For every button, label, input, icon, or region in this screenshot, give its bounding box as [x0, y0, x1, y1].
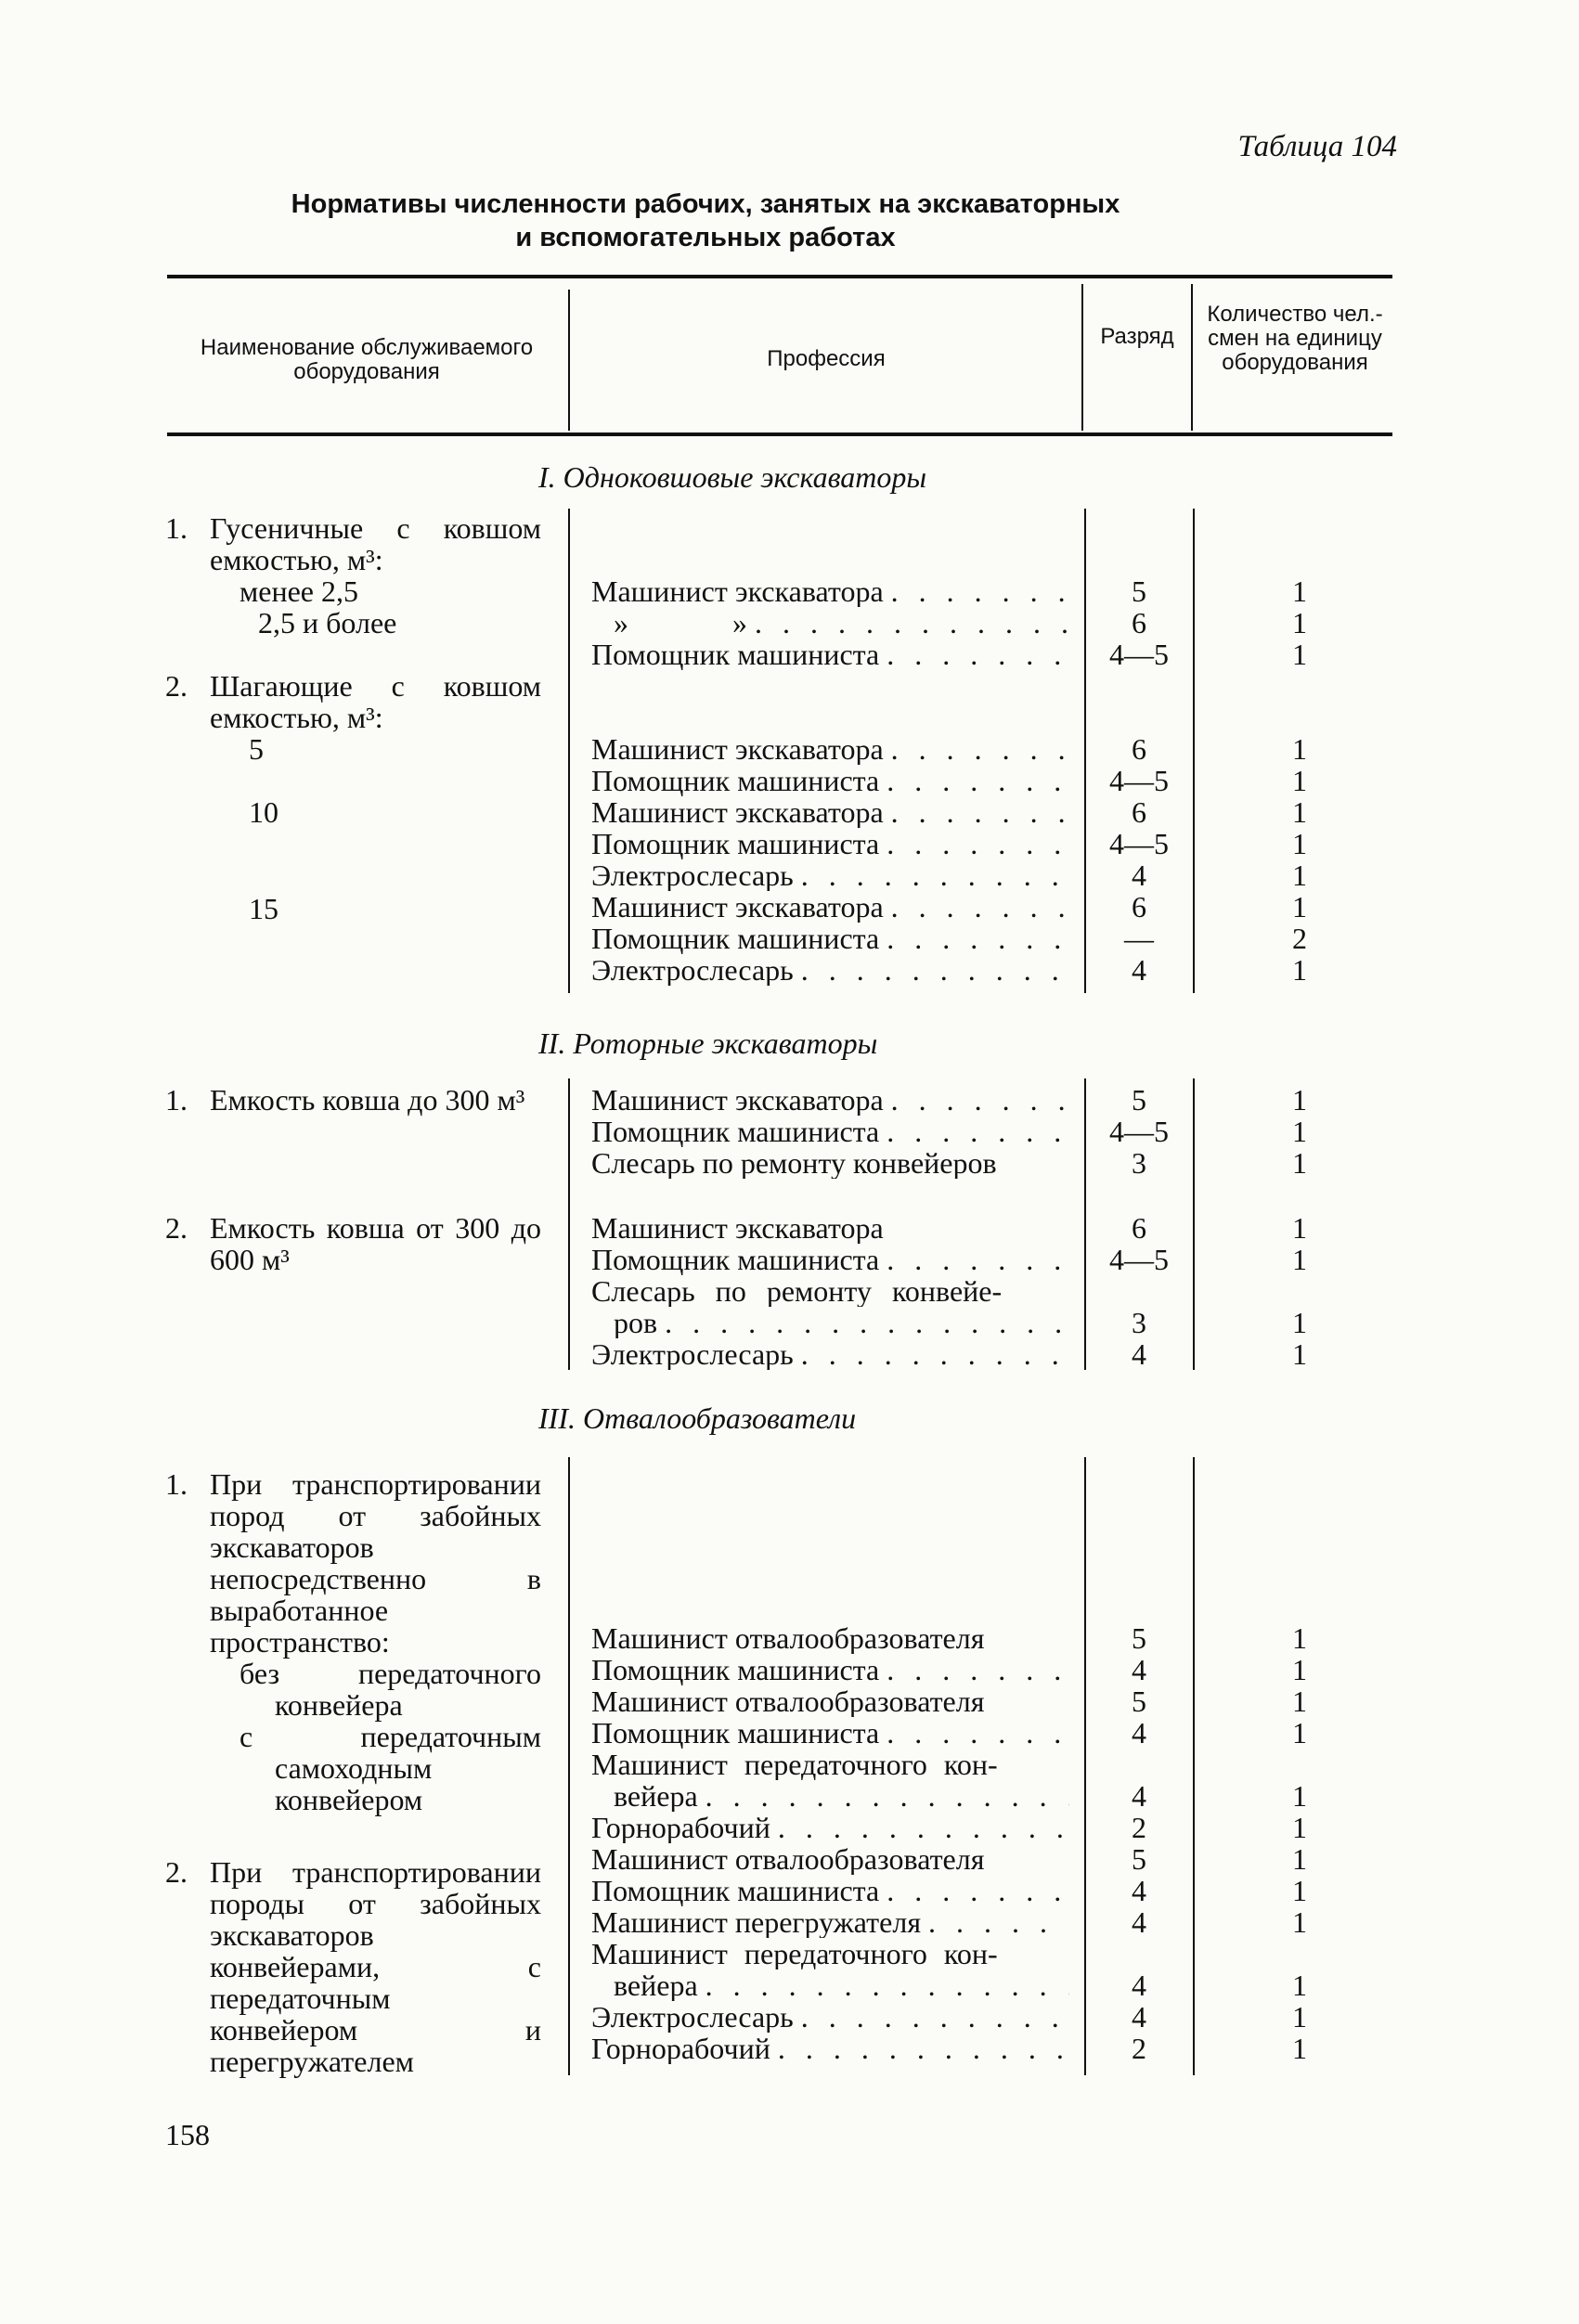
header-bottom-rule [167, 433, 1392, 436]
profession-row: Машинист передаточного кон- [591, 1749, 998, 1780]
equipment-sub: 5 [249, 732, 264, 766]
profession-row: » » . . . [591, 607, 1069, 639]
profession-row: Электрослесарь . . . [591, 859, 1069, 891]
profession-row: Машинист отвалообразователя [591, 1622, 985, 1654]
s2-divider-1 [568, 1078, 570, 1370]
s3-divider-1 [568, 1457, 570, 2075]
item-number: 1. [165, 511, 188, 545]
equipment-text: Шагающие с ковшом емкостью, м³: [210, 669, 541, 734]
profession-row: Горнорабочий . . . [591, 2033, 1069, 2064]
title-line-2: и вспомогательных работах [515, 223, 896, 252]
table-number: Таблица 104 [1237, 130, 1397, 163]
s2-divider-2 [1084, 1078, 1086, 1370]
s2-divider-3 [1193, 1078, 1195, 1370]
s2-qty-b: 1 1 1 1 [1292, 1211, 1307, 1371]
equipment-sub: 15 [249, 892, 278, 925]
section-title-2: II. Роторные экскаваторы [538, 1026, 878, 1060]
header-profession: Профессия [767, 346, 886, 371]
equipment-sub: 10 [249, 795, 278, 829]
profession-row: Машинист экскаватора [591, 1212, 884, 1244]
profession-row: Машинист отвалообразователя [591, 1843, 985, 1875]
profession-row: Слесарь по ремонту конвейе- [591, 1275, 1003, 1307]
s3-equipment-1 [165, 1468, 541, 1815]
profession-row: Помощник машиниста . . . [591, 1116, 1069, 1147]
equipment-text: Гусеничные с ковшом емкостью, м³: [210, 511, 541, 576]
equipment-text: При транспортировании пород от забойных экскаваторов непосредственно в выработанное пространство: [210, 1467, 541, 1659]
s1-grades-b: 6 4—5 6 4—5 4 6 — 4 [1109, 732, 1169, 987]
s1-qty-b: 1 1 1 1 1 1 2 1 [1292, 732, 1307, 987]
profession-row: Помощник машиниста . . . [591, 765, 1069, 796]
s2-qty-a: 1 1 1 [1292, 1083, 1307, 1180]
equipment-sub: с передаточным самоходным конвейером [239, 1720, 541, 1816]
s1-divider-2 [1084, 509, 1086, 993]
s3-divider-2 [1084, 1457, 1086, 2075]
equipment-sub: менее 2,5 [239, 575, 358, 608]
s3-equipment-2 [165, 1856, 541, 2077]
header-divider-3 [1191, 284, 1193, 431]
equipment-sub: без передаточного конвейера [239, 1657, 541, 1722]
profession-row: Электрослесарь . . . [591, 954, 1069, 986]
header-divider-2 [1081, 284, 1083, 431]
item-number: 2. [165, 1855, 188, 1889]
s1-equipment-2 [165, 670, 541, 924]
profession-row: Помощник машиниста . . . [591, 1654, 1069, 1685]
s2-grades-a: 5 4—5 3 [1109, 1083, 1169, 1180]
profession-row: вейера . . . [591, 1969, 1069, 2001]
profession-row: Машинист экскаватора . . . [591, 891, 1069, 923]
s2-professions-b [591, 1212, 1069, 1370]
header-quantity: Количество чел.-смен на единицу оборудования [1207, 302, 1383, 375]
profession-row: Машинист экскаватора . . . [591, 575, 1069, 607]
profession-row: вейера . . . [591, 1780, 1069, 1812]
profession-row: Электрослесарь . . . [591, 2001, 1069, 2033]
profession-row: Машинист экскаватора . . . [591, 733, 1069, 765]
profession-row: Машинист передаточного кон- [591, 1938, 998, 1969]
profession-row: Помощник машиниста . . . [591, 1244, 1069, 1275]
s1-divider-3 [1193, 509, 1195, 993]
s1-professions-a [591, 575, 1069, 670]
table-title [158, 187, 1253, 254]
s1-equipment-1 [165, 512, 541, 639]
equipment-text: При транспортировании породы от забойных экскаваторов конвейерами, с передаточным конвейером и перегружателем [210, 1855, 541, 2078]
title-line-1: Нормативы численности рабочих, занятых на экскаваторных [291, 189, 1120, 219]
section-title-3: III. Отвалообразователи [538, 1401, 857, 1435]
equipment-text: Емкость ковша до 300 м³ [210, 1083, 525, 1117]
header-divider-1 [568, 290, 570, 431]
header-top-rule [167, 275, 1392, 278]
section-title-1: I. Одноковшовые экскаваторы [538, 460, 927, 494]
profession-row: Горнорабочий . . . [591, 1812, 1069, 1843]
profession-row: Помощник машиниста . . . [591, 1717, 1069, 1749]
equipment-text: Емкость ковша от 300 до 600 м³ [210, 1211, 541, 1276]
s2-professions-a [591, 1084, 1069, 1179]
item-number: 2. [165, 669, 188, 703]
profession-row: Помощник машиниста . . . [591, 828, 1069, 859]
s1-professions-b [591, 733, 1069, 986]
profession-row: Машинист экскаватора . . . [591, 1084, 1069, 1116]
profession-row: Машинист перегружателя . . . [591, 1906, 1069, 1938]
s3-professions [591, 1622, 1069, 2064]
profession-row: Помощник машиниста . . . [591, 639, 1069, 670]
header-equipment: Наименование обслуживаемого оборудования [200, 335, 534, 384]
s1-qty-a: 1 1 1 [1292, 575, 1307, 671]
profession-row: Электрослесарь . . . [591, 1338, 1069, 1370]
page-number: 158 [165, 2118, 210, 2151]
profession-row: Машинист отвалообразователя [591, 1685, 985, 1717]
profession-row: ров . . . [591, 1307, 1069, 1338]
s2-equipment-1 [165, 1084, 541, 1116]
item-number: 1. [165, 1083, 188, 1117]
s2-grades-b: 6 4—5 3 4 [1109, 1211, 1169, 1371]
header-grade: Разряд [1100, 324, 1174, 349]
item-number: 1. [165, 1467, 188, 1501]
s3-divider-3 [1193, 1457, 1195, 2075]
s1-grades-a: 5 6 4—5 [1109, 575, 1169, 671]
equipment-sub: 2,5 и более [258, 606, 397, 639]
profession-row: Слесарь по ремонту конвейеров [591, 1147, 997, 1179]
profession-row: Машинист экскаватора . . . [591, 796, 1069, 828]
s3-qty: 1 1 1 1 1 1 1 1 1 1 1 1 [1292, 1621, 1307, 2065]
profession-row: Помощник машиниста . . . [591, 923, 1069, 954]
item-number: 2. [165, 1211, 188, 1245]
s2-equipment-2 [165, 1212, 541, 1275]
profession-row: Помощник машиниста . . . [591, 1875, 1069, 1906]
s1-divider-1 [568, 509, 570, 993]
s3-grades: 5 4 5 4 4 2 5 4 4 4 4 2 [1132, 1621, 1146, 2065]
